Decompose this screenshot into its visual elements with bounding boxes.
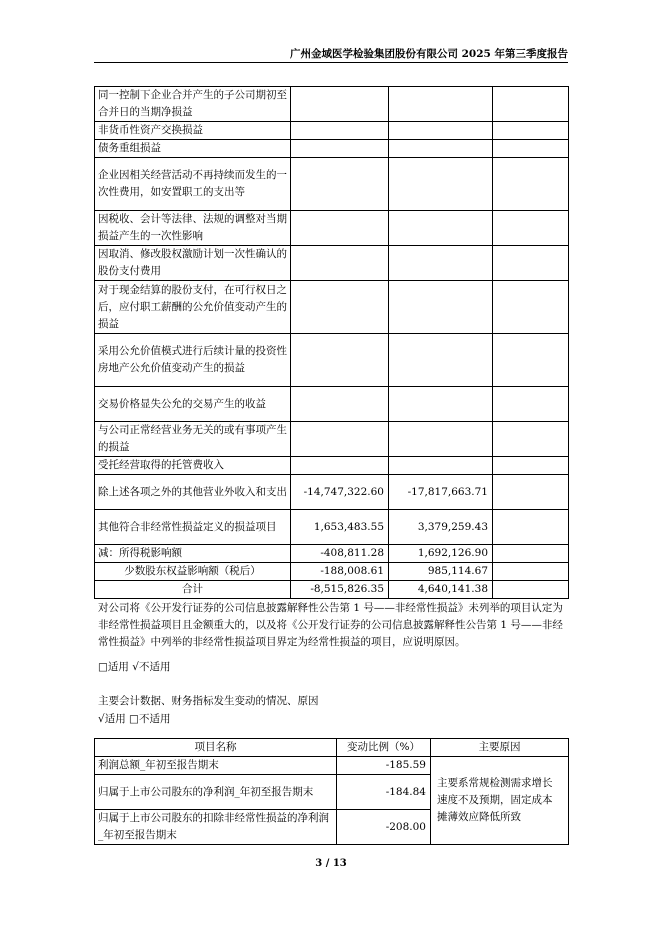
table-row — [95, 422, 569, 457]
note-cell — [493, 475, 569, 510]
item-name: 归属于上市公司股东的净利润_年初至报告期末 — [95, 775, 337, 810]
page-header: 广州金域医学检验集团股份有限公司 2025 年第三季度报告 — [289, 48, 568, 60]
change-ratio: -208.00 — [337, 810, 431, 845]
item-label: 与公司正常经营业务无关的或有事项产生的损益 — [95, 422, 291, 457]
ytd-value — [389, 122, 493, 140]
note-cell — [493, 545, 569, 563]
ytd-value — [389, 140, 493, 158]
ytd-value: 4,640,141.38 — [389, 581, 493, 599]
item-label: 减：所得税影响额 — [95, 545, 291, 563]
table-row — [95, 122, 569, 140]
item-label: 受托经营取得的托管费收入 — [95, 457, 291, 475]
ytd-value — [389, 246, 493, 281]
item-label: 除上述各项之外的其他营业外收入和支出 — [95, 475, 291, 510]
table-row — [95, 87, 569, 122]
table-row — [95, 545, 569, 563]
current-value: -408,811.28 — [291, 545, 389, 563]
current-value: -188,008.61 — [291, 563, 389, 581]
current-value — [291, 158, 389, 211]
current-value — [291, 211, 389, 246]
current-value — [291, 422, 389, 457]
item-name: 归属于上市公司股东的扣除非经常性损益的净利润_年初至报告期末 — [95, 810, 337, 845]
column-header: 主要原因 — [431, 739, 569, 757]
note-cell — [493, 158, 569, 211]
column-header: 项目名称 — [95, 739, 337, 757]
applicability-option: √适用 □不适用 — [98, 713, 171, 725]
table-row — [95, 457, 569, 475]
main-reason: 主要系常规检测需求增长速度不及预期，固定成本摊薄效应降低所致 — [431, 757, 569, 845]
note-cell — [493, 211, 569, 246]
ytd-value: 985,114.67 — [389, 563, 493, 581]
current-value — [291, 140, 389, 158]
ytd-value: -17,817,663.71 — [389, 475, 493, 510]
note-cell — [493, 422, 569, 457]
non-recurring-items-table — [94, 86, 569, 599]
table-row — [95, 281, 569, 334]
item-label: 非货币性资产交换损益 — [95, 122, 291, 140]
table-row — [95, 158, 569, 211]
note-cell — [493, 246, 569, 281]
table-row — [95, 757, 569, 775]
table-header-row — [95, 739, 569, 757]
page-number: 3 / 13 — [315, 858, 347, 869]
note-cell — [493, 510, 569, 545]
note-cell — [493, 563, 569, 581]
current-value — [291, 122, 389, 140]
ytd-value — [389, 334, 493, 387]
current-value — [291, 87, 389, 122]
item-name: 利润总额_年初至报告期末 — [95, 757, 337, 775]
ytd-value — [389, 211, 493, 246]
table-row — [95, 510, 569, 545]
item-label: 因税收、会计等法律、法规的调整对当期损益产生的一次性影响 — [95, 211, 291, 246]
current-value: -14,747,322.60 — [291, 475, 389, 510]
item-label: 其他符合非经常性损益定义的损益项目 — [95, 510, 291, 545]
column-header: 变动比例（%） — [337, 739, 431, 757]
current-value — [291, 387, 389, 422]
note-cell — [493, 281, 569, 334]
item-label: 交易价格显失公允的交易产生的收益 — [95, 387, 291, 422]
header-divider — [94, 62, 568, 63]
explanation-paragraph: 对公司将《公开发行证券的公司信息披露解释性公告第 1 号——非经常性损益》未列举的项目认定为非经常性损益项目且金额重大的，以及将《公开发行证券的公司信息披露解释性公告第 1 号——非经常性损益》中列举的非经常性损益项目界定为经常性损益的项目，应说明原因。 — [98, 602, 563, 648]
note-cell — [493, 387, 569, 422]
ytd-value: 3,379,259.43 — [389, 510, 493, 545]
item-label: 少数股东权益影响额（税后） — [95, 563, 291, 581]
note-cell — [493, 122, 569, 140]
table-row-total — [95, 581, 569, 599]
current-value — [291, 246, 389, 281]
note-cell — [493, 457, 569, 475]
ytd-value: 1,692,126.90 — [389, 545, 493, 563]
table-row — [95, 563, 569, 581]
change-reasons-table — [94, 738, 569, 845]
ytd-value — [389, 457, 493, 475]
change-ratio: -185.59 — [337, 757, 431, 775]
ytd-value — [389, 158, 493, 211]
item-label: 同一控制下企业合并产生的子公司期初至合并日的当期净损益 — [95, 87, 291, 122]
table-row — [95, 211, 569, 246]
item-label: 采用公允价值模式进行后续计量的投资性房地产公允价值变动产生的损益 — [95, 334, 291, 387]
note-cell — [493, 87, 569, 122]
total-label: 合计 — [95, 581, 291, 599]
table-row — [95, 387, 569, 422]
item-label: 对于现金结算的股份支付，在可行权日之后，应付职工薪酬的公允价值变动产生的损益 — [95, 281, 291, 334]
table-row — [95, 246, 569, 281]
note-cell — [493, 140, 569, 158]
ytd-value — [389, 387, 493, 422]
current-value — [291, 334, 389, 387]
ytd-value — [389, 87, 493, 122]
current-value — [291, 457, 389, 475]
item-label: 企业因相关经营活动不再持续而发生的一次性费用，如安置职工的支出等 — [95, 158, 291, 211]
change-ratio: -184.84 — [337, 775, 431, 810]
current-value — [291, 281, 389, 334]
item-label: 债务重组损益 — [95, 140, 291, 158]
table-row — [95, 334, 569, 387]
section-title: 主要会计数据、财务指标发生变动的情况、原因 — [98, 695, 319, 707]
current-value: 1,653,483.55 — [291, 510, 389, 545]
item-label: 因取消、修改股权激励计划一次性确认的股份支付费用 — [95, 246, 291, 281]
table-row — [95, 475, 569, 510]
ytd-value — [389, 422, 493, 457]
note-cell — [493, 581, 569, 599]
ytd-value — [389, 281, 493, 334]
table-row — [95, 140, 569, 158]
current-value: -8,515,826.35 — [291, 581, 389, 599]
note-cell — [493, 334, 569, 387]
applicability-option: □适用 √不适用 — [98, 661, 171, 673]
